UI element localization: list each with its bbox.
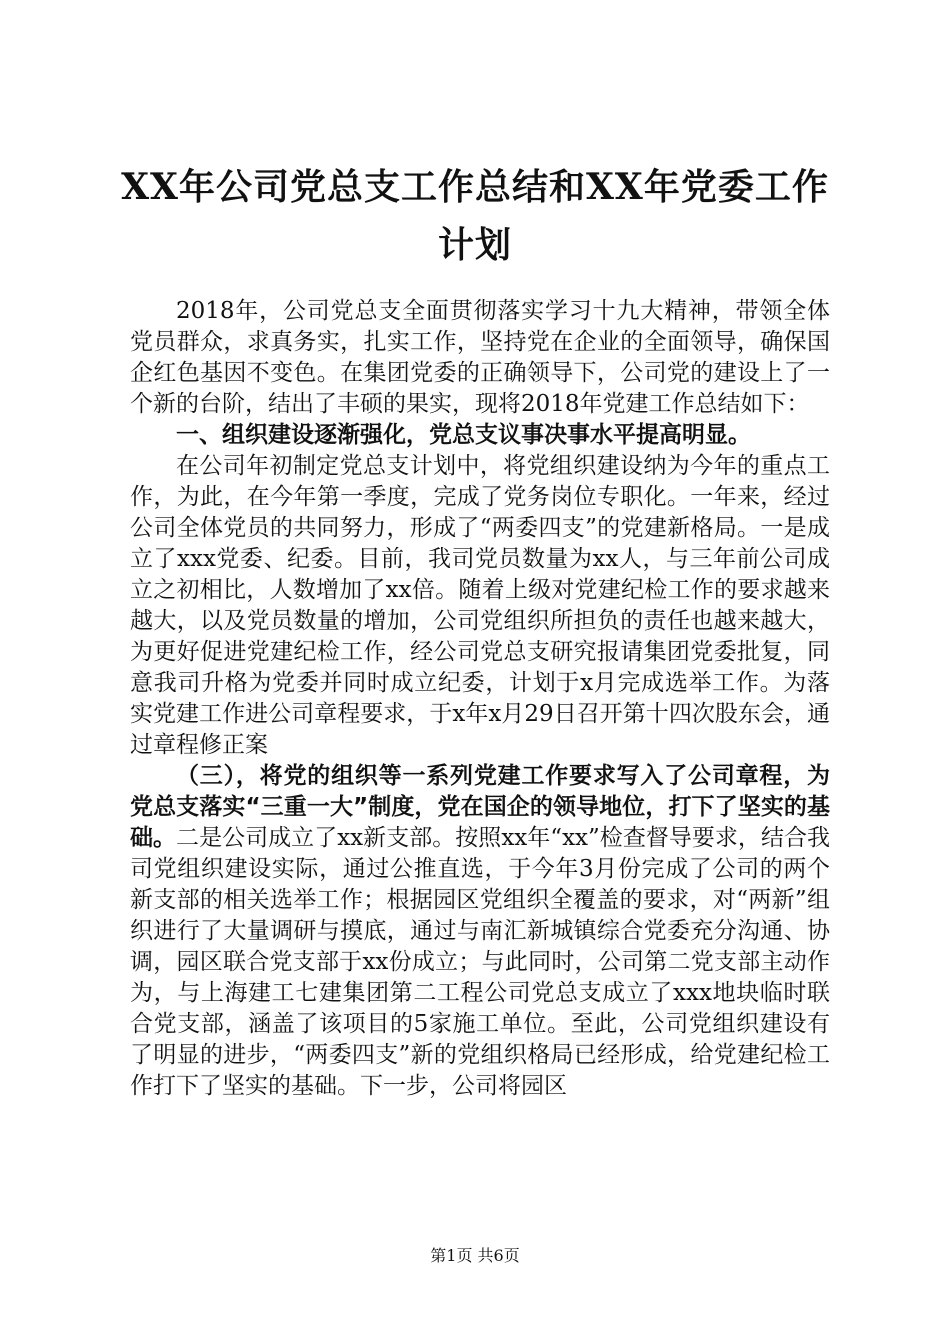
continued-paragraph <box>130 761 830 1102</box>
document-title: XX年公司党总支工作总结和XX年党委工作计划 <box>121 166 829 266</box>
document-body <box>130 296 830 1102</box>
paragraph-rest-text: 二是公司成立了xx新支部。按照xx年“xx”检查督导要求，结合我司党组织建设实际，通过公推直选，于今年3月份完成了公司的两个新支部的相关选举工作；根据园区党组织全覆盖的要求，对“两新”组织进行了大量调研与摸底，通过与南汇新城镇综合党委充分沟通、协调，园区联合党支部于xx份成立；与此同时，公司第二党支部主动作为，与上海建工七建集团第二工程公司党总支成立了xxx地块临时联合党支部，涵盖了该项目的5家施工单位。至此，公司党组织建设有了明显的进步，“两委四支”新的党组织格局已经形成，给党建纪检工作打下了坚实的基础。下一步，公司将园区 <box>130 825 830 1099</box>
section-paragraph: 在公司年初制定党总支计划中，将党组织建设纳为今年的重点工作，为此，在今年第一季度，完成了党务岗位专职化。一年来，经过公司全体党员的共同努力，形成了“两委四支”的党建新格局。一是成立了xxx党委、纪委。目前，我司党员数量为xx人，与三年前公司成立之初相比，人数增加了xx倍。随着上级对党建纪检工作的要求越来越大，以及党员数量的增加，公司党组织所担负的责任也越来越大，为更好促进党建纪检工作，经公司党总支研究报请集团党委批复，同意我司升格为党委并同时成立纪委，计划于x月完成选举工作。为落实党建工作进公司章程要求，于x年x月29日召开第十四次股东会，通过章程修正案 <box>130 453 830 758</box>
section-heading: 一、组织建设逐渐强化，党总支议事决事水平提高明显。 <box>176 422 751 448</box>
intro-paragraph: 2018年，公司党总支全面贯彻落实学习十九大精神，带领全体党员群众，求真务实，扎实工作，坚持党在企业的全面领导，确保国企红色基因不变色。在集团党委的正确领导下，公司党的建设上了一个新的台阶，结出了丰硕的果实，现将2018年党建工作总结如下： <box>130 298 830 417</box>
page-number-footer: 第1页 共6页 <box>430 1246 520 1265</box>
bold-lead-text: （三），将党的组织等一系列党建工作要求写入了公司章程，为党总支落实“三重一大”制度，党在国企的领导地位，打下了坚实的基础。 <box>130 763 830 851</box>
